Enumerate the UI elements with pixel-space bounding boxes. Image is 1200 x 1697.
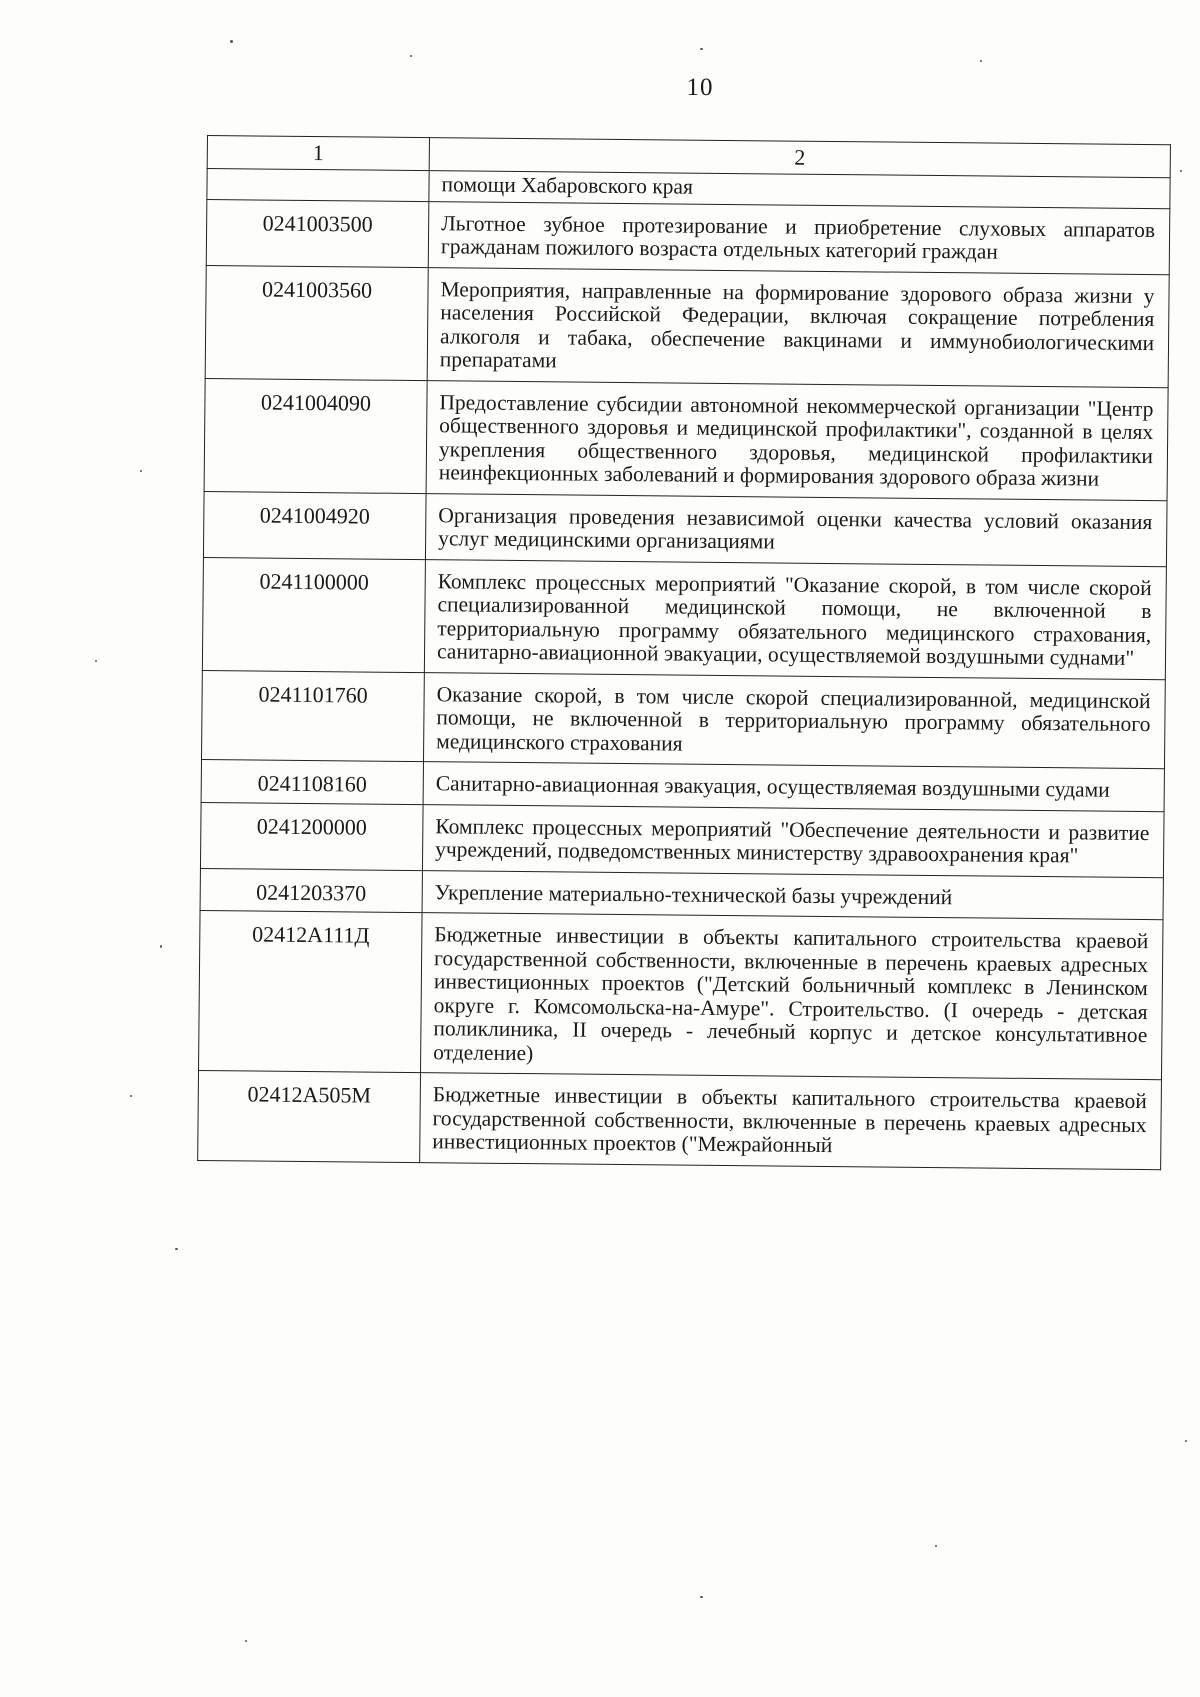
budget-classification-table [197,135,1171,1170]
row-code: 02412А111Д [199,910,423,1072]
scan-speck [95,660,97,662]
row-description: помощи Хабаровского края [429,171,1170,209]
row-description: Мероприятия, направленные на формирование здорового образа жизни у населения Российской Федерации, включая сокращение потребления алкоголя и табака, обеспечение вакцинами и иммунобиологическими препаратами [427,267,1169,387]
table-row [203,491,1167,566]
scan-speck [1185,1440,1187,1442]
table-row [202,557,1166,679]
row-code: 0241003560 [205,265,428,380]
row-description: Укрепление материально-технической базы учреждений [422,870,1163,920]
scan-speck [140,470,142,472]
scan-speck [175,1248,178,1250]
table-row [202,670,1166,769]
row-code: 0241004920 [203,491,426,559]
row-code: 0241004090 [204,378,427,493]
table-row [199,910,1163,1079]
row-code: 0241203370 [200,868,422,913]
row-code: 02412А505М [198,1070,421,1162]
row-description: Санитарно-авиационная эвакуация, осуществляемая воздушными судами [423,762,1164,812]
row-description: Бюджетные инвестиции в объекты капитального строительства краевой государственной собственности, включенные в перечень краевых адресных инвестиционных проектов ("Детский больничный комплекс в Ленинском округе г. Комсомольска-на-Амуре". Строительство. (I очередь - детская поликлиника, II очередь - лечебный корпус и детское консультативное отделение) [421,913,1164,1080]
row-description: Комплекс процессных мероприятий "Оказание скорой, в том числе скорой специализированной медицинской помощи, не включенной в территориальную программу обязательного медицинского страхования, санитарно-авиационной эвакуации, осуществляемой воздушными суднами" [424,559,1166,679]
row-code [207,169,429,202]
row-code: 0241101760 [202,670,425,762]
page-number: 10 [686,74,714,101]
row-description: Бюджетные инвестиции в объекты капитального строительства краевой государственной собственности, включенные в перечень краевых адресных инвестиционных проектов ("Межрайонный [420,1073,1162,1170]
row-code: 0241100000 [202,557,425,672]
row-description: Льготное зубное протезирование и приобретение слуховых аппаратов гражданам пожилого возраста отдельных категорий граждан [428,201,1170,274]
scan-speck [410,55,412,57]
row-description: Оказание скорой, в том числе скорой специализированной, медицинской помощи, не включенной в территориальную программу обязательного медицинского страхования [423,672,1165,769]
scan-speck [130,1095,132,1097]
scan-speck [980,60,982,62]
table-row [204,378,1168,500]
scan-speck [160,945,162,948]
row-description: Комплекс процессных мероприятий "Обеспечение деятельности и развитие учреждений, подведомственных министерству здравоохранения края" [422,804,1164,877]
table-row [206,199,1170,274]
scan-speck [935,1545,937,1547]
scan-speck [700,1596,703,1598]
scan-speck [245,1640,247,1642]
row-code: 0241108160 [201,759,423,804]
row-code: 0241200000 [200,802,423,870]
column-header-2: 2 [429,138,1170,178]
scan-speck [700,48,703,50]
row-description: Предоставление субсидии автономной некоммерческой организации "Центр общественного здоровья и медицинской профилактики", созданной в целях укрепления общественного здоровья, медицинской профилактики неинфекционных заболеваний и формирования здорового образа жизни [426,380,1168,500]
scan-speck [230,40,233,43]
scan-speck [1180,170,1182,172]
column-header-1: 1 [207,136,429,171]
table-row [200,802,1164,877]
table-row [205,265,1169,387]
row-code: 0241003500 [206,199,429,267]
table-row [198,1070,1162,1169]
row-description: Организация проведения независимой оценки качества условий оказания услуг медицинскими организациями [425,493,1167,566]
